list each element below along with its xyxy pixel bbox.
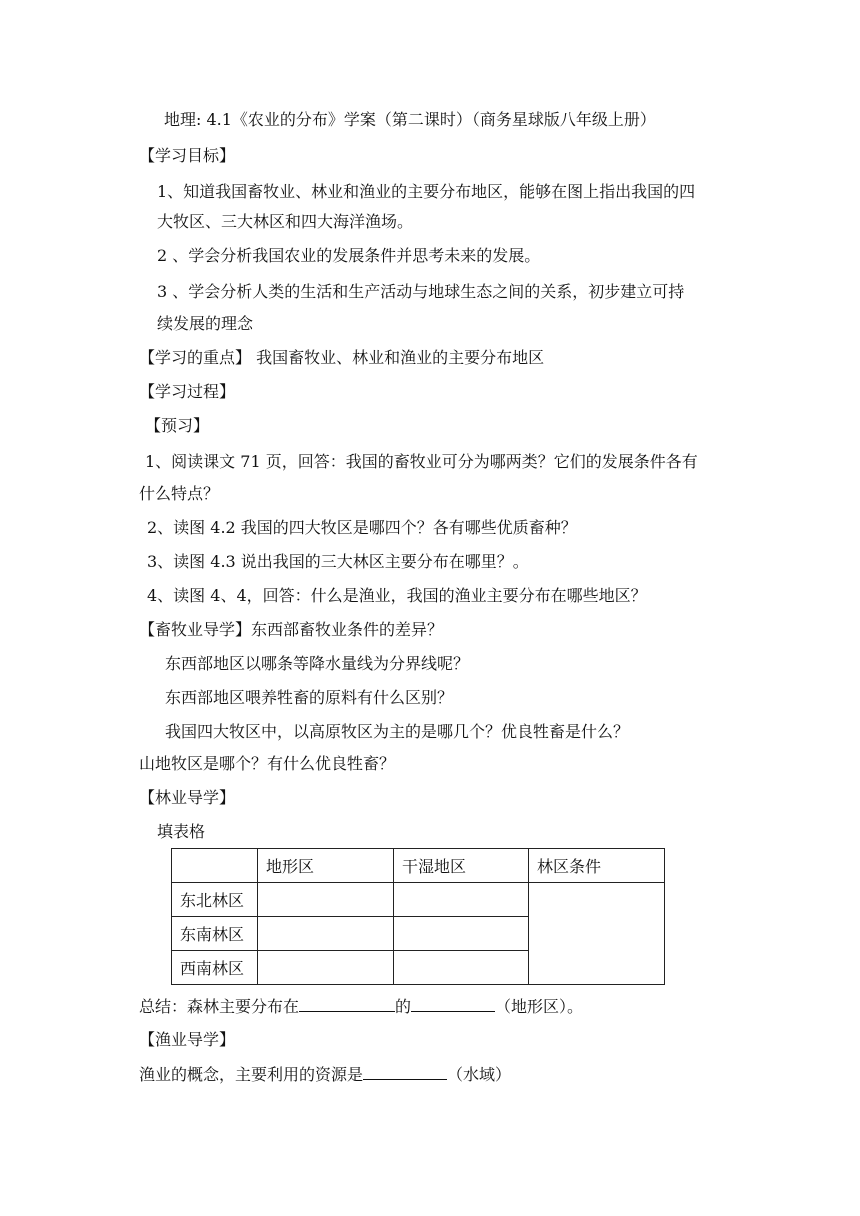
goal-1-line-1: 1、知道我国畜牧业、林业和渔业的主要分布地区，能够在图上指出我国的四	[157, 182, 696, 201]
livestock-q2: 东西部地区喂养牲畜的原料有什么区别？	[165, 688, 454, 707]
table-header-cell: 干湿地区	[394, 849, 529, 883]
preview-q2: 2、读图 4.2 我国的四大牧区是哪四个？各有哪些优质畜种？	[147, 518, 577, 537]
blank-cell[interactable]	[258, 917, 394, 951]
livestock-q3-line-1: 我国四大牧区中，以高原牧区为主的是哪几个？优良牲畜是什么？	[165, 722, 630, 741]
table-header-cell	[172, 849, 258, 883]
table-row	[172, 883, 665, 917]
table-header-cell: 林区条件	[529, 849, 665, 883]
livestock-q1: 东西部地区以哪条等降水量线为分界线呢？	[165, 654, 470, 673]
blank-cell[interactable]	[258, 883, 394, 917]
table-intro: 填表格	[157, 822, 206, 841]
table-header-row	[172, 849, 665, 883]
forestry-summary	[139, 996, 583, 1017]
preview-heading: 【预习】	[145, 416, 210, 435]
document-title: 地理: 4.1《农业的分布》学案（第二课时）（商务星球版八年级上册）	[164, 110, 656, 129]
merged-blank-cell[interactable]	[529, 883, 665, 985]
blank-cell[interactable]	[258, 951, 394, 985]
blank-cell[interactable]	[394, 883, 529, 917]
table-header-cell: 地形区	[258, 849, 394, 883]
forest-region-table	[171, 848, 665, 985]
fishery-text-b: （水域）	[447, 1065, 512, 1084]
preview-q1-line-2: 什么特点？	[139, 484, 220, 503]
fishery-line	[139, 1064, 511, 1085]
goals-heading: 【学习目标】	[139, 146, 236, 165]
focus-line: 【学习的重点】 我国畜牧业、林业和渔业的主要分布地区	[139, 348, 545, 367]
fill-blank[interactable]	[411, 996, 495, 1012]
preview-q3: 3、读图 4.3 说出我国的三大林区主要分布在哪里？。	[147, 552, 529, 571]
blank-cell[interactable]	[394, 917, 529, 951]
summary-text-b: 的	[395, 997, 412, 1016]
row-label-cell: 西南林区	[172, 951, 258, 985]
goal-1-line-2: 大牧区、三大林区和四大海洋渔场。	[157, 212, 414, 231]
fishery-heading: 【渔业导学】	[139, 1030, 236, 1049]
goal-2: 2 、学会分析我国农业的发展条件并思考未来的发展。	[157, 246, 541, 265]
row-label-cell: 东南林区	[172, 917, 258, 951]
summary-text-a: 总结：森林主要分布在	[139, 997, 300, 1016]
fill-blank[interactable]	[363, 1064, 447, 1080]
row-label-cell: 东北林区	[172, 883, 258, 917]
forestry-heading: 【林业导学】	[139, 788, 236, 807]
preview-q1-line-1: 1、阅读课文 71 页，回答：我国的畜牧业可分为哪两类？它们的发展条件各有	[145, 452, 698, 471]
livestock-heading: 【畜牧业导学】东西部畜牧业条件的差异？	[139, 620, 444, 639]
goal-3-line-1: 3 、学会分析人类的生活和生产活动与地球生态之间的关系，初步建立可持	[157, 282, 685, 301]
blank-cell[interactable]	[394, 951, 529, 985]
livestock-q3-line-2: 山地牧区是哪个？有什么优良牲畜？	[139, 754, 396, 773]
preview-q4: 4、读图 4、4，回答：什么是渔业，我国的渔业主要分布在哪些地区？	[147, 586, 647, 605]
fill-blank[interactable]	[299, 996, 395, 1012]
process-heading: 【学习过程】	[139, 382, 236, 401]
fishery-text-a: 渔业的概念，主要利用的资源是	[139, 1065, 364, 1084]
summary-text-c: （地形区）。	[495, 997, 584, 1016]
goal-3-line-2: 续发展的理念	[157, 314, 254, 333]
